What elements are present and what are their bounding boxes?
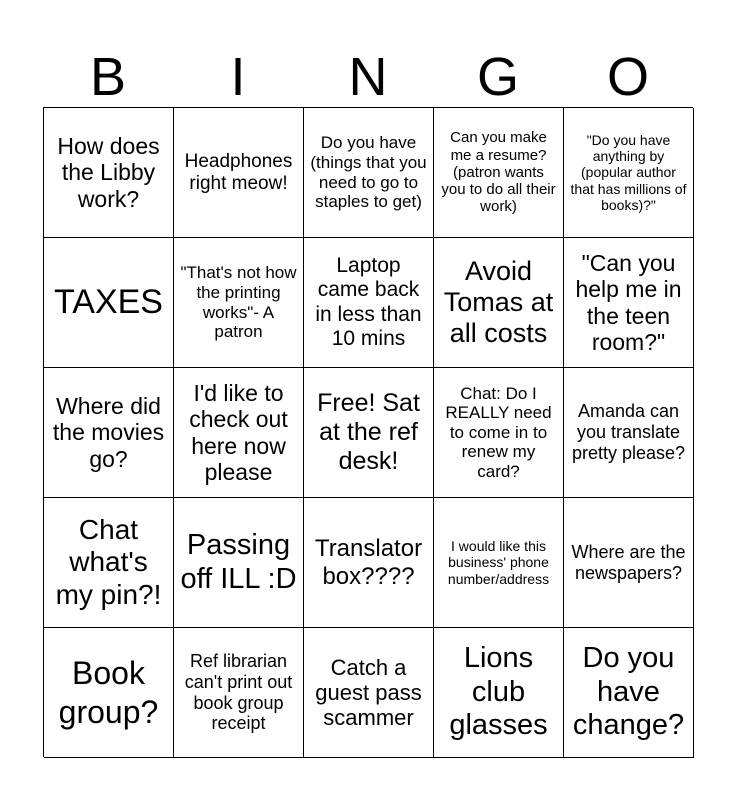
bingo-cell[interactable]: Free! Sat at the ref desk! (304, 368, 434, 498)
bingo-cell[interactable]: "Do you have anything by (popular author that has millions of books)?" (564, 108, 694, 238)
header-letter-i: I (230, 47, 246, 107)
bingo-cell[interactable]: Ref librarian can't print out book group receipt (174, 628, 304, 758)
bingo-header (43, 42, 693, 108)
bingo-cell[interactable]: TAXES (44, 238, 174, 368)
bingo-cell[interactable]: Where are the newspapers? (564, 498, 694, 628)
bingo-cell[interactable]: Passing off ILL :D (174, 498, 304, 628)
bingo-cell[interactable]: How does the Libby work? (44, 108, 174, 238)
header-letter-o: O (606, 47, 649, 107)
bingo-cell[interactable]: Do you have (things that you need to go to staples to get) (304, 108, 434, 238)
bingo-cell[interactable]: Amanda can you translate pretty please? (564, 368, 694, 498)
bingo-cell[interactable]: I'd like to check out here now please (174, 368, 304, 498)
bingo-cell[interactable]: Can you make me a resume? (patron wants you to do all their work) (434, 108, 564, 238)
bingo-cell[interactable]: Headphones right meow! (174, 108, 304, 238)
bingo-cell[interactable]: Do you have change? (564, 628, 694, 758)
bingo-cell[interactable]: "Can you help me in the teen room?" (564, 238, 694, 368)
bingo-cell[interactable]: Avoid Tomas at all costs (434, 238, 564, 368)
bingo-cell[interactable]: Where did the movies go? (44, 368, 174, 498)
bingo-cell[interactable]: Translator box???? (304, 498, 434, 628)
bingo-cell[interactable]: Chat what's my pin?! (44, 498, 174, 628)
header-letter-b: B (89, 47, 127, 107)
bingo-cell[interactable]: Book group? (44, 628, 174, 758)
bingo-cell[interactable]: I would like this business' phone number/address (434, 498, 564, 628)
bingo-cell[interactable]: Laptop came back in less than 10 mins (304, 238, 434, 368)
bingo-cell[interactable]: "That's not how the printing works"- A patron (174, 238, 304, 368)
bingo-cell[interactable]: Catch a guest pass scammer (304, 628, 434, 758)
bingo-cell[interactable]: Lions club glasses (434, 628, 564, 758)
header-letter-g: G (476, 47, 519, 107)
bingo-board (43, 107, 693, 757)
header-letter-n: N (348, 47, 388, 107)
bingo-cell[interactable]: Chat: Do I REALLY need to come in to renew my card? (434, 368, 564, 498)
